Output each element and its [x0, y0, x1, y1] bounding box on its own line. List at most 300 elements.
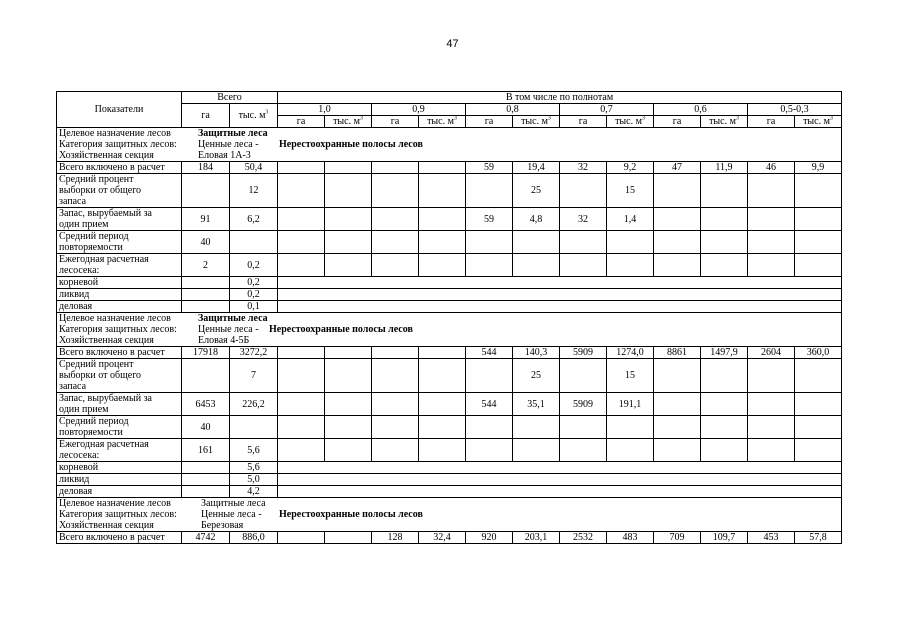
section-field-value: Ценные леса -	[198, 139, 259, 150]
value-cell: 25	[513, 359, 560, 393]
liquid-row	[57, 289, 842, 301]
value-cell	[372, 208, 419, 231]
root-row	[57, 462, 842, 474]
business-row	[57, 486, 842, 498]
value-cell	[372, 416, 419, 439]
value-cell: 32	[560, 208, 607, 231]
value-cell	[701, 174, 748, 208]
header-density: 0,8	[466, 104, 560, 116]
value-cell	[466, 174, 513, 208]
value-cell	[795, 393, 842, 416]
value-cell	[419, 439, 466, 462]
label-line: Запас, вырубаемый за	[59, 208, 152, 219]
value-cell	[278, 174, 325, 208]
value-cell	[182, 301, 230, 313]
value-cell: 4,2	[230, 486, 278, 498]
root-row	[57, 277, 842, 289]
section-field-value: Ценные леса -	[198, 324, 259, 335]
section-field-value: Еловая 1А-3	[198, 150, 251, 161]
label-line: лесосека:	[59, 450, 100, 461]
section-line	[59, 313, 839, 324]
value-cell	[560, 439, 607, 462]
header-density: 0,6	[654, 104, 748, 116]
value-cell: 12	[230, 174, 278, 208]
unit-label: тыс. м	[615, 116, 642, 127]
value-cell	[278, 393, 325, 416]
row-label: деловая	[57, 301, 182, 313]
value-cell	[513, 439, 560, 462]
label-line: запаса	[59, 196, 87, 207]
value-cell	[325, 416, 372, 439]
label-line: повторяемости	[59, 242, 123, 253]
empty-cell	[278, 474, 842, 486]
value-cell: 5,6	[230, 439, 278, 462]
section-line	[59, 520, 839, 531]
value-cell: 161	[182, 439, 230, 462]
value-cell: 59	[466, 162, 513, 174]
label-line: Средний процент	[59, 174, 134, 185]
value-cell	[560, 416, 607, 439]
allowable-cut-table-container	[56, 91, 842, 544]
value-cell	[795, 359, 842, 393]
header-unit-m3	[701, 116, 748, 128]
section-header	[57, 498, 842, 532]
section-line	[59, 509, 839, 520]
header-density: 0,5-0,3	[748, 104, 842, 116]
value-cell	[372, 174, 419, 208]
value-cell: 226,2	[230, 393, 278, 416]
value-cell	[795, 416, 842, 439]
value-cell	[654, 231, 701, 254]
value-cell	[372, 347, 419, 359]
section-line	[59, 128, 839, 139]
header-unit-m3	[795, 116, 842, 128]
value-cell: 6,2	[230, 208, 278, 231]
label-line: Ежегодная расчетная	[59, 439, 149, 450]
row-label	[57, 359, 182, 393]
header-density: 0,7	[560, 104, 654, 116]
label-line: Средний период	[59, 231, 129, 242]
empty-cell	[278, 462, 842, 474]
value-cell	[182, 277, 230, 289]
value-cell	[607, 231, 654, 254]
value-cell	[748, 359, 795, 393]
total-included-row	[57, 162, 842, 174]
row-label: деловая	[57, 486, 182, 498]
total-included-row	[57, 532, 842, 544]
header-unit-ha: га	[654, 116, 701, 128]
value-cell	[654, 254, 701, 277]
value-cell	[419, 347, 466, 359]
value-cell: 203,1	[513, 532, 560, 544]
header-unit-m3	[607, 116, 654, 128]
business-row	[57, 301, 842, 313]
section-header-row	[57, 128, 842, 162]
unit-superscript: 3	[829, 115, 833, 122]
value-cell: 0,2	[230, 254, 278, 277]
value-cell	[466, 416, 513, 439]
value-cell	[419, 359, 466, 393]
value-cell: 483	[607, 532, 654, 544]
value-cell	[607, 416, 654, 439]
unit-superscript: 3	[265, 109, 269, 116]
section-category-extra: Нерестоохранные полосы лесов	[279, 509, 423, 520]
row-label	[57, 231, 182, 254]
value-cell: 920	[466, 532, 513, 544]
row-label: Всего включено в расчет	[57, 162, 182, 174]
stock-cut-row	[57, 393, 842, 416]
value-cell	[325, 347, 372, 359]
unit-superscript: 3	[641, 115, 645, 122]
value-cell	[325, 393, 372, 416]
value-cell	[466, 254, 513, 277]
value-cell	[372, 162, 419, 174]
row-label	[57, 254, 182, 277]
value-cell	[654, 174, 701, 208]
value-cell: 6453	[182, 393, 230, 416]
value-cell: 360,0	[795, 347, 842, 359]
value-cell	[654, 393, 701, 416]
header-unit-m3	[513, 116, 560, 128]
value-cell	[372, 359, 419, 393]
value-cell	[278, 254, 325, 277]
value-cell	[419, 174, 466, 208]
value-cell	[795, 174, 842, 208]
value-cell: 25	[513, 174, 560, 208]
value-cell	[278, 416, 325, 439]
section-field-value: Защитные леса	[198, 128, 268, 139]
section-field-label: Целевое назначение лесов	[59, 128, 171, 139]
row-label	[57, 416, 182, 439]
value-cell	[230, 231, 278, 254]
avg-percent-row	[57, 359, 842, 393]
value-cell	[701, 416, 748, 439]
value-cell: 11,9	[701, 162, 748, 174]
value-cell: 1,4	[607, 208, 654, 231]
label-line: один прием	[59, 219, 109, 230]
value-cell	[748, 393, 795, 416]
value-cell: 3272,2	[230, 347, 278, 359]
value-cell	[795, 254, 842, 277]
header-total-ha: га	[182, 104, 230, 128]
value-cell	[182, 359, 230, 393]
value-cell: 35,1	[513, 393, 560, 416]
value-cell: 4,8	[513, 208, 560, 231]
section-line	[59, 335, 839, 346]
header-unit-ha: га	[560, 116, 607, 128]
value-cell	[230, 416, 278, 439]
value-cell	[701, 231, 748, 254]
value-cell	[748, 416, 795, 439]
value-cell	[748, 439, 795, 462]
header-unit-m3	[325, 116, 372, 128]
section-field-value: Березовая	[201, 520, 244, 531]
header-unit-m3	[419, 116, 466, 128]
header-unit-ha: га	[466, 116, 513, 128]
row-label: ликвид	[57, 289, 182, 301]
value-cell	[748, 174, 795, 208]
value-cell	[182, 289, 230, 301]
section-field-label: Целевое назначение лесов	[59, 498, 171, 509]
section-category-extra: Нерестоохранные полосы лесов	[279, 139, 423, 150]
section-line	[59, 150, 839, 161]
value-cell: 40	[182, 231, 230, 254]
row-label	[57, 393, 182, 416]
value-cell: 5909	[560, 393, 607, 416]
value-cell	[278, 532, 325, 544]
value-cell: 9,9	[795, 162, 842, 174]
value-cell	[560, 231, 607, 254]
avg-period-row	[57, 231, 842, 254]
label-line: Средний период	[59, 416, 129, 427]
value-cell	[372, 254, 419, 277]
value-cell	[182, 462, 230, 474]
stock-cut-row	[57, 208, 842, 231]
header-unit-ha: га	[278, 116, 325, 128]
empty-cell	[278, 486, 842, 498]
section-header-row	[57, 498, 842, 532]
value-cell	[419, 231, 466, 254]
header-row-1	[57, 92, 842, 104]
unit-label: тыс. м	[238, 110, 266, 121]
allowable-cut-table	[56, 91, 842, 544]
empty-cell	[278, 301, 842, 313]
unit-superscript: 3	[453, 115, 457, 122]
value-cell	[372, 231, 419, 254]
annual-cut-row	[57, 254, 842, 277]
value-cell: 4742	[182, 532, 230, 544]
unit-label: тыс. м	[709, 116, 736, 127]
value-cell	[701, 254, 748, 277]
value-cell: 91	[182, 208, 230, 231]
value-cell	[560, 174, 607, 208]
value-cell: 544	[466, 393, 513, 416]
value-cell: 1274,0	[607, 347, 654, 359]
value-cell: 9,2	[607, 162, 654, 174]
value-cell: 0,1	[230, 301, 278, 313]
label-line: лесосека:	[59, 265, 100, 276]
row-label: корневой	[57, 277, 182, 289]
value-cell	[325, 208, 372, 231]
value-cell	[278, 359, 325, 393]
value-cell	[607, 254, 654, 277]
value-cell: 46	[748, 162, 795, 174]
value-cell: 50,4	[230, 162, 278, 174]
section-field-label: Целевое назначение лесов	[59, 313, 171, 324]
value-cell	[419, 393, 466, 416]
header-by-density: В том числе по полнотам	[278, 92, 842, 104]
row-label: корневой	[57, 462, 182, 474]
value-cell	[372, 439, 419, 462]
value-cell	[372, 393, 419, 416]
value-cell: 5909	[560, 347, 607, 359]
value-cell	[607, 439, 654, 462]
value-cell	[278, 347, 325, 359]
value-cell: 15	[607, 359, 654, 393]
value-cell: 32,4	[419, 532, 466, 544]
avg-period-row	[57, 416, 842, 439]
value-cell	[513, 254, 560, 277]
header-density: 0,9	[372, 104, 466, 116]
value-cell: 709	[654, 532, 701, 544]
section-category-extra: Нерестоохранные полосы лесов	[269, 324, 413, 335]
unit-label: тыс. м	[803, 116, 830, 127]
value-cell: 40	[182, 416, 230, 439]
value-cell: 140,3	[513, 347, 560, 359]
value-cell: 5,6	[230, 462, 278, 474]
unit-superscript: 3	[359, 115, 363, 122]
value-cell	[513, 231, 560, 254]
header-total: Всего	[182, 92, 278, 104]
value-cell: 5,0	[230, 474, 278, 486]
value-cell: 544	[466, 347, 513, 359]
label-line: запаса	[59, 381, 87, 392]
value-cell: 0,2	[230, 277, 278, 289]
section-line	[59, 139, 839, 150]
value-cell: 1497,9	[701, 347, 748, 359]
value-cell	[325, 439, 372, 462]
label-line: выборки от общего	[59, 370, 142, 381]
value-cell	[419, 208, 466, 231]
section-header	[57, 313, 842, 347]
value-cell: 886,0	[230, 532, 278, 544]
section-field-label: Категория защитных лесов:	[59, 324, 177, 335]
section-field-label: Категория защитных лесов:	[59, 139, 177, 150]
value-cell	[748, 208, 795, 231]
label-line: Средний процент	[59, 359, 134, 370]
empty-cell	[278, 277, 842, 289]
value-cell	[466, 359, 513, 393]
value-cell	[654, 439, 701, 462]
value-cell: 109,7	[701, 532, 748, 544]
section-line	[59, 324, 839, 335]
unit-superscript: 3	[547, 115, 551, 122]
value-cell	[182, 486, 230, 498]
value-cell	[748, 254, 795, 277]
row-label: Всего включено в расчет	[57, 347, 182, 359]
value-cell	[419, 162, 466, 174]
value-cell	[654, 416, 701, 439]
value-cell: 128	[372, 532, 419, 544]
section-field-value: Еловая 4-5Б	[198, 335, 250, 346]
value-cell	[325, 254, 372, 277]
value-cell: 2604	[748, 347, 795, 359]
value-cell: 57,8	[795, 532, 842, 544]
value-cell	[795, 439, 842, 462]
value-cell: 453	[748, 532, 795, 544]
row-label: Всего включено в расчет	[57, 532, 182, 544]
value-cell: 15	[607, 174, 654, 208]
value-cell	[278, 208, 325, 231]
unit-label: тыс. м	[333, 116, 360, 127]
row-label: ликвид	[57, 474, 182, 486]
value-cell	[325, 532, 372, 544]
value-cell: 32	[560, 162, 607, 174]
value-cell	[795, 231, 842, 254]
value-cell	[466, 439, 513, 462]
value-cell	[560, 359, 607, 393]
value-cell	[278, 162, 325, 174]
header-total-m3	[230, 104, 278, 128]
section-field-label: Хозяйственная секция	[59, 150, 154, 161]
value-cell: 7	[230, 359, 278, 393]
value-cell	[182, 174, 230, 208]
annual-cut-row	[57, 439, 842, 462]
empty-cell	[278, 289, 842, 301]
value-cell: 0,2	[230, 289, 278, 301]
unit-superscript: 3	[735, 115, 739, 122]
value-cell	[701, 393, 748, 416]
value-cell	[654, 208, 701, 231]
value-cell: 59	[466, 208, 513, 231]
row-label	[57, 174, 182, 208]
section-field-label: Категория защитных лесов:	[59, 509, 177, 520]
value-cell: 2	[182, 254, 230, 277]
value-cell: 2532	[560, 532, 607, 544]
label-line: выборки от общего	[59, 185, 142, 196]
total-included-row	[57, 347, 842, 359]
label-line: один прием	[59, 404, 109, 415]
liquid-row	[57, 474, 842, 486]
value-cell: 184	[182, 162, 230, 174]
value-cell	[795, 208, 842, 231]
value-cell	[513, 416, 560, 439]
value-cell	[325, 174, 372, 208]
label-line: Запас, вырубаемый за	[59, 393, 152, 404]
section-header-row	[57, 313, 842, 347]
value-cell	[325, 162, 372, 174]
section-header	[57, 128, 842, 162]
section-field-value: Ценные леса -	[201, 509, 262, 520]
value-cell	[701, 439, 748, 462]
section-field-label: Хозяйственная секция	[59, 335, 154, 346]
section-field-label: Хозяйственная секция	[59, 520, 154, 531]
unit-label: тыс. м	[427, 116, 454, 127]
value-cell: 17918	[182, 347, 230, 359]
value-cell	[748, 231, 795, 254]
value-cell	[466, 231, 513, 254]
value-cell	[278, 439, 325, 462]
value-cell	[701, 359, 748, 393]
value-cell: 19,4	[513, 162, 560, 174]
page-number: 47	[446, 38, 459, 50]
header-unit-ha: га	[748, 116, 795, 128]
header-density: 1,0	[278, 104, 372, 116]
unit-label: тыс. м	[521, 116, 548, 127]
value-cell	[419, 254, 466, 277]
section-line	[59, 498, 839, 509]
value-cell: 191,1	[607, 393, 654, 416]
label-line: повторяемости	[59, 427, 123, 438]
value-cell: 8861	[654, 347, 701, 359]
value-cell	[701, 208, 748, 231]
value-cell	[560, 254, 607, 277]
value-cell	[278, 231, 325, 254]
value-cell	[325, 231, 372, 254]
value-cell	[654, 359, 701, 393]
row-label	[57, 439, 182, 462]
value-cell	[325, 359, 372, 393]
value-cell: 47	[654, 162, 701, 174]
section-field-value: Защитные леса	[201, 498, 266, 509]
row-label	[57, 208, 182, 231]
header-unit-ha: га	[372, 116, 419, 128]
section-field-value: Защитные леса	[198, 313, 268, 324]
value-cell	[419, 416, 466, 439]
label-line: Ежегодная расчетная	[59, 254, 149, 265]
header-indicator: Показатели	[57, 92, 182, 128]
avg-percent-row	[57, 174, 842, 208]
